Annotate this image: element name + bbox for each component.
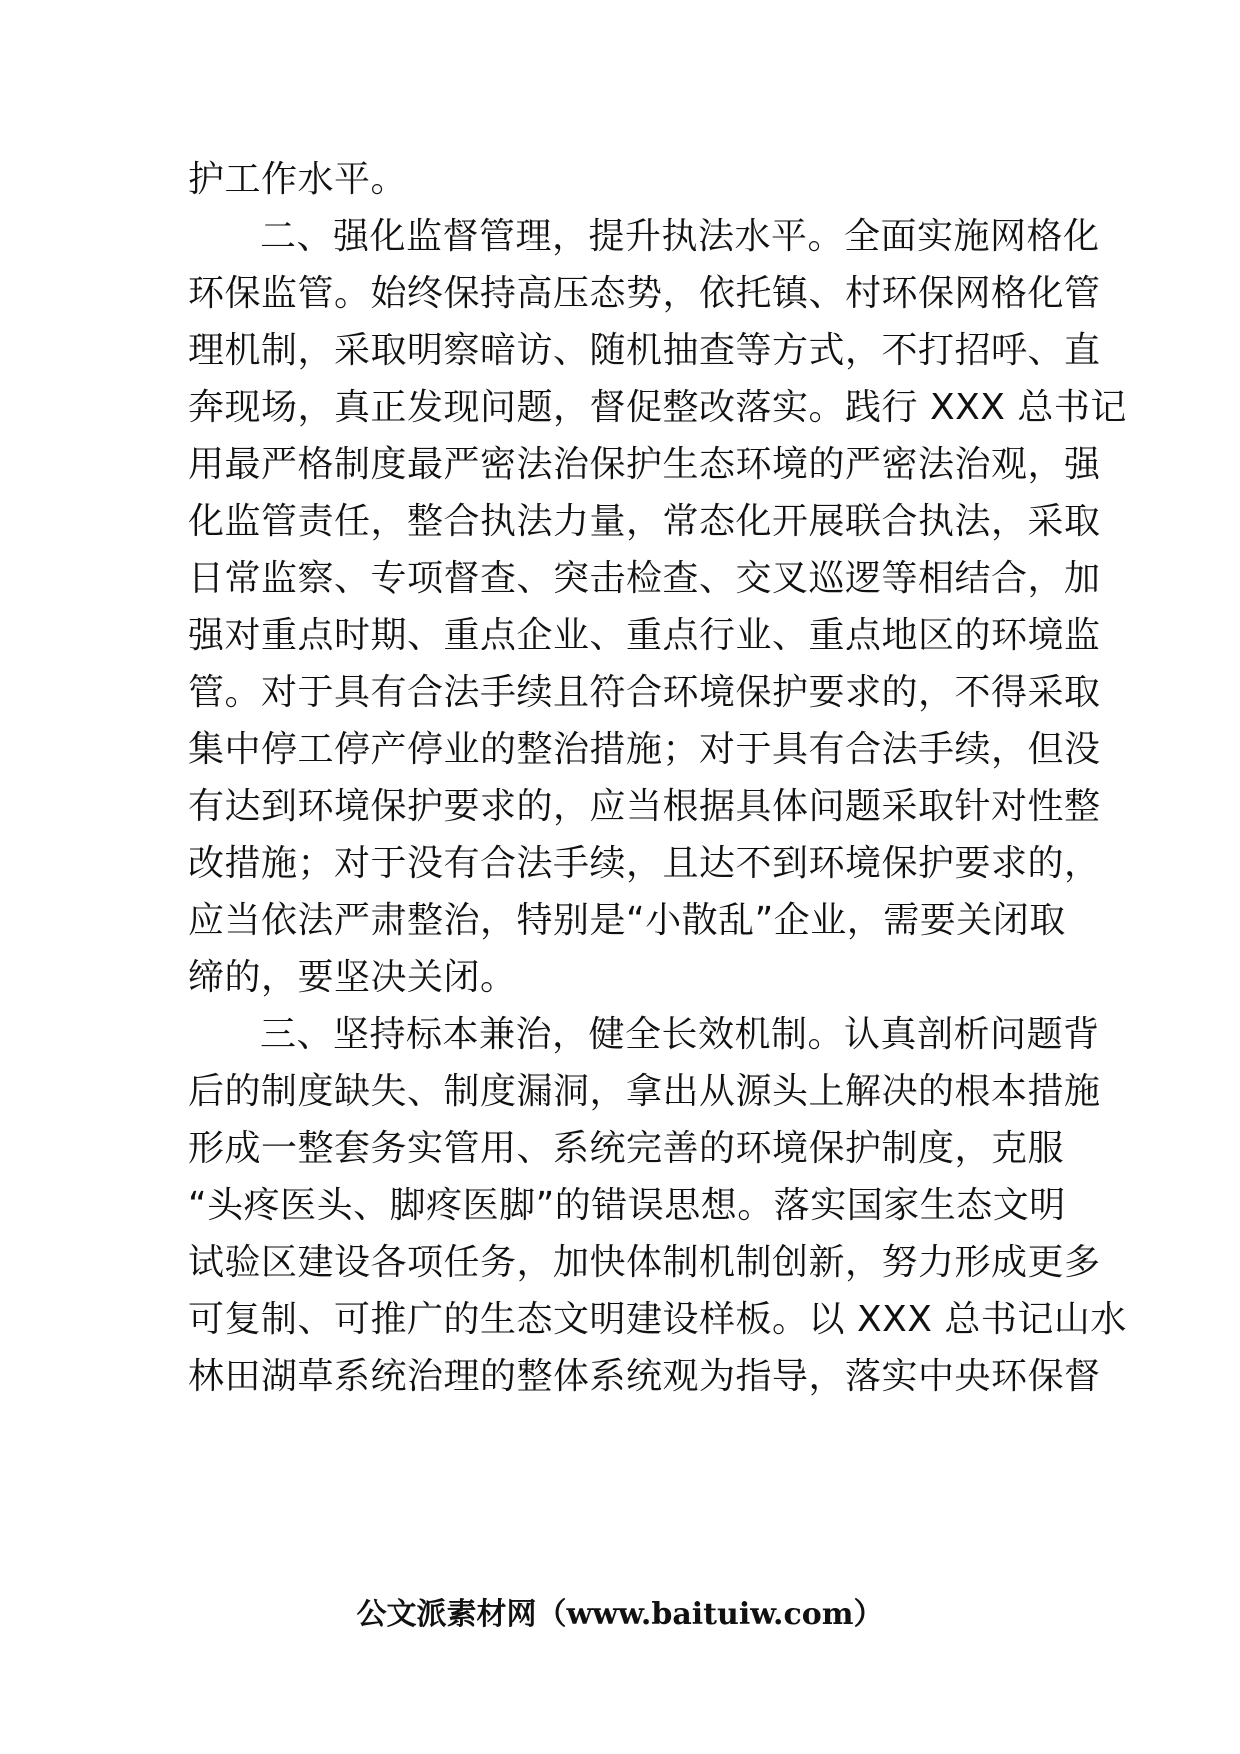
text-line: 化监管责任，整合执法力量，常态化开展联合执法，采取 — [188, 501, 1101, 542]
text-line: 奔现场，真正发现问题，督促整改落实。践行 XXX 总书记 — [188, 387, 1127, 428]
text-line: 应当依法严肃整治，特别是“小散乱”企业，需要关闭取 — [188, 900, 1066, 941]
text-line: 护工作水平。 — [188, 159, 408, 200]
footer-watermark: 公文派素材网（www.baituiw.com） — [356, 1597, 884, 1632]
text-line: 有达到环境保护要求的，应当根据具体问题采取针对性整 — [188, 786, 1101, 827]
text-line: 形成一整套务实管用、系统完善的环境保护制度，克服 — [188, 1128, 1065, 1169]
text-line: “头疼医头、脚疼医脚”的错误思想。落实国家生态文明 — [188, 1185, 1066, 1226]
text-line: 试验区建设各项任务，加快体制机制创新，努力形成更多 — [188, 1242, 1101, 1283]
text-line: 用最严格制度最严密法治保护生态环境的严密法治观，强 — [188, 444, 1101, 485]
text-line: 日常监察、专项督查、突击检查、交叉巡逻等相结合，加 — [188, 558, 1101, 599]
text-line: 改措施；对于没有合法手续，且达不到环境保护要求的， — [188, 843, 1101, 884]
paragraph-heading-2: 二、强化监督管理，提升执法水平。全面实施网格化 — [260, 216, 1100, 257]
text-line: 环保监管。始终保持高压态势，依托镇、村环保网格化管 — [188, 273, 1101, 314]
text-line: 管。对于具有合法手续且符合环境保护要求的，不得采取 — [188, 672, 1101, 713]
text-line: 缔的，要坚决关闭。 — [188, 957, 517, 998]
text-line: 理机制，采取明察暗访、随机抽查等方式，不打招呼、直 — [188, 330, 1101, 371]
text-line: 强对重点时期、重点企业、重点行业、重点地区的环境监 — [188, 615, 1101, 656]
text-line: 集中停工停产停业的整治措施；对于具有合法手续，但没 — [188, 729, 1101, 770]
text-line: 可复制、可推广的生态文明建设样板。以 XXX 总书记山水 — [188, 1299, 1127, 1340]
text-line: 后的制度缺失、制度漏洞，拿出从源头上解决的根本措施 — [188, 1071, 1101, 1112]
text-line: 林田湖草系统治理的整体系统观为指导，落实中央环保督 — [188, 1356, 1101, 1397]
paragraph-heading-3: 三、坚持标本兼治，健全长效机制。认真剖析问题背 — [260, 1014, 1100, 1055]
